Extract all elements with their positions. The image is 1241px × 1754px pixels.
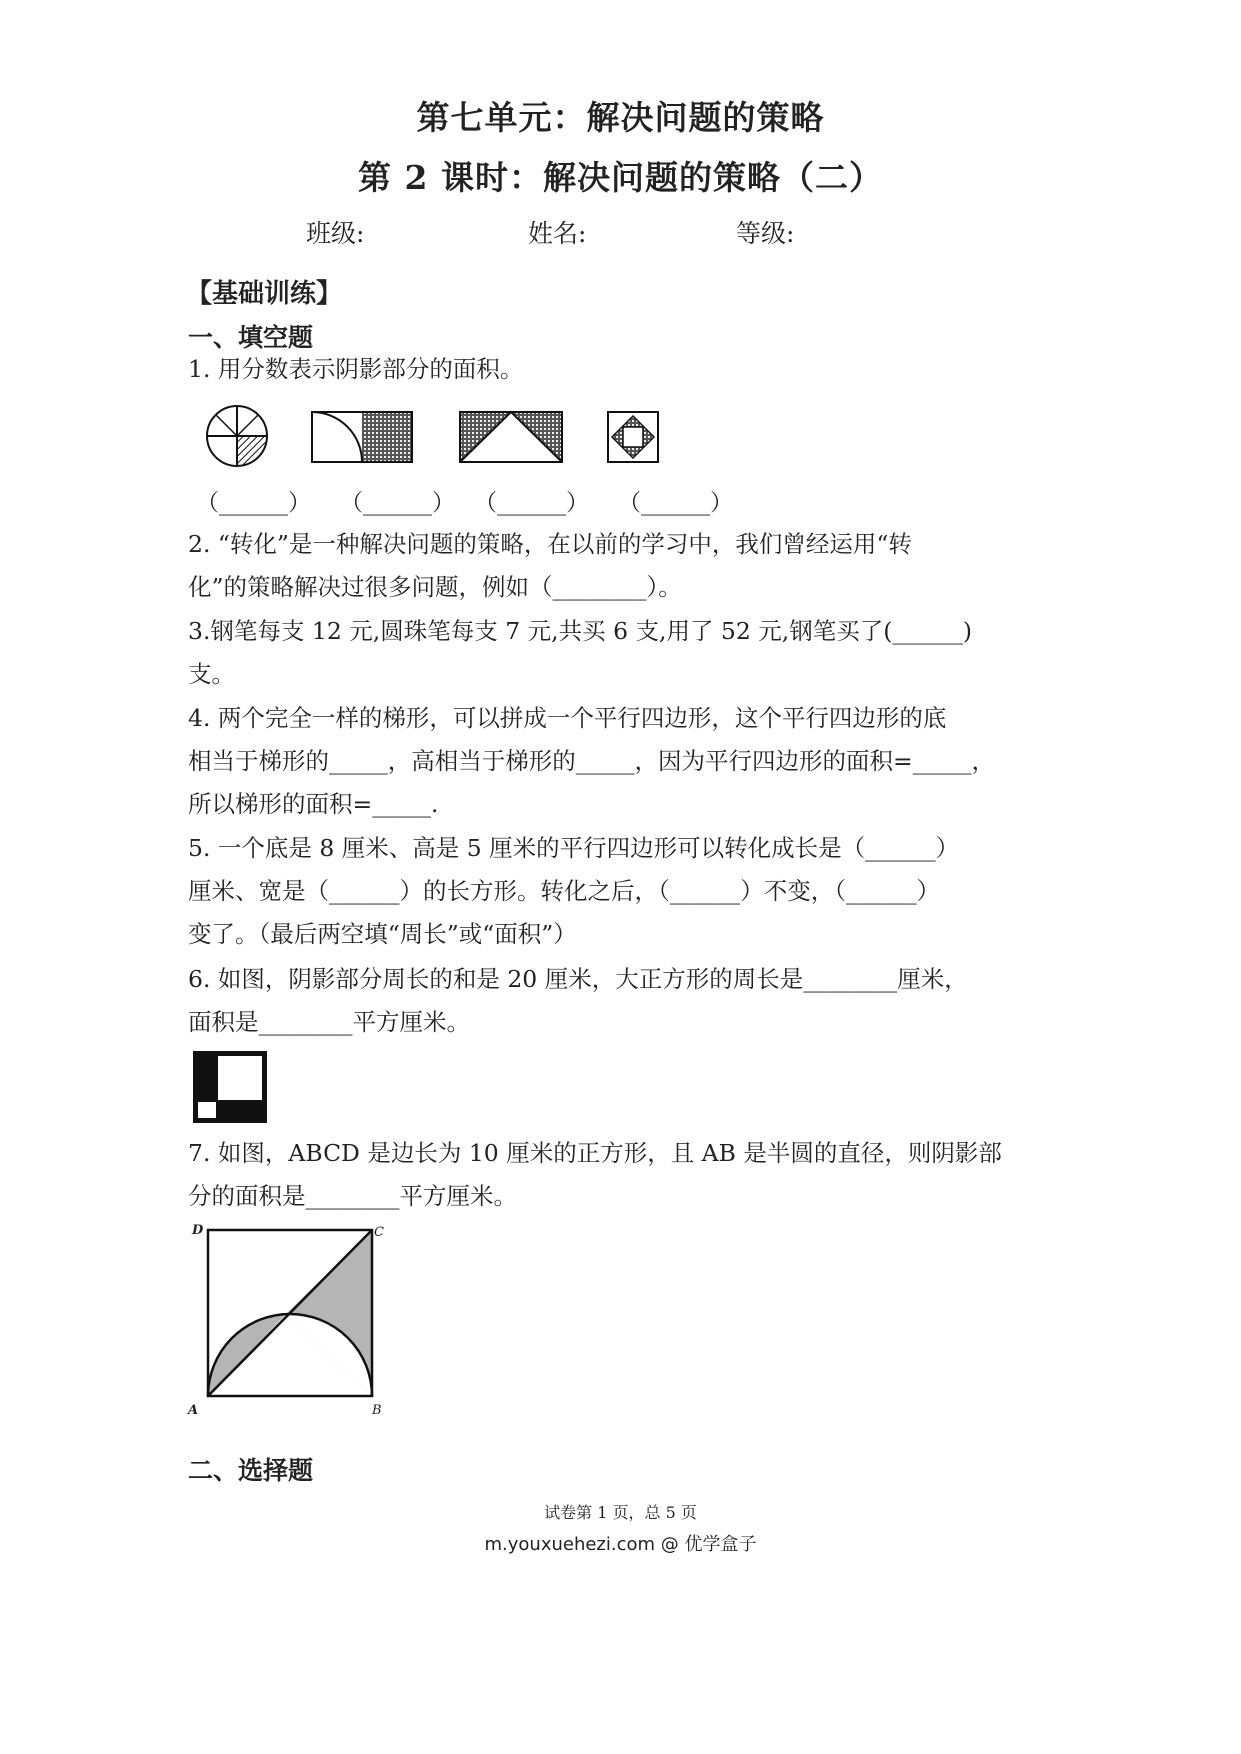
question-4-line-1: 4. 两个完全一样的梯形，可以拼成一个平行四边形，这个平行四边形的底 <box>188 704 947 732</box>
question-6-line-2: 面积是________平方厘米。 <box>188 1008 470 1036</box>
question-7-figure <box>186 1218 416 1418</box>
question-5-line-1: 5. 一个底是 8 厘米、高是 5 厘米的平行四边形可以转化成长是（______） <box>188 834 960 862</box>
question-6-figure <box>192 1050 272 1130</box>
question-7-line-1: 7. 如图，ABCD 是边长为 10 厘米的正方形，且 AB 是半圆的直径，则阴影部 <box>188 1139 1002 1167</box>
question-2-line-1: 2. “转化”是一种解决问题的策略，在以前的学习中，我们曾经运用“转 <box>188 530 912 558</box>
page-subtitle: 第 2 课时：解决问题的策略（二） <box>358 158 883 197</box>
question-2-line-2: 化”的策略解决过很多问题，例如（________）。 <box>188 573 682 601</box>
section-multiple-choice: 二、选择题 <box>188 1456 314 1485</box>
page-footer: 试卷第 1 页，总 5 页 <box>544 1503 697 1522</box>
q1-blank-1[interactable]: （______） <box>196 490 311 516</box>
question-3-line-1: 3.钢笔每支 12 元,圆珠笔每支 7 元,共买 6 支,用了 52 元,钢笔买了(______) <box>188 617 973 645</box>
name-label: 姓名: <box>528 219 587 248</box>
question-3-line-2: 支。 <box>188 660 235 688</box>
question-6-line-1: 6. 如图，阴影部分周长的和是 20 厘米，大正方形的周长是________厘米， <box>188 965 968 993</box>
label-d: D <box>192 1223 204 1238</box>
q1-blank-4[interactable]: （______） <box>618 490 733 516</box>
circle-figure <box>207 406 267 466</box>
q1-blank-3[interactable]: （______） <box>474 490 589 516</box>
question-4-line-3: 所以梯形的面积=_____. <box>188 790 439 818</box>
class-label: 班级: <box>306 219 365 248</box>
label-b: B <box>372 1403 382 1418</box>
section-basic-training: 【基础训练】 <box>186 279 343 309</box>
page-title: 第七单元：解决问题的策略 <box>416 98 825 137</box>
q1-blank-2[interactable]: （______） <box>340 490 455 516</box>
brand-watermark: m.youxuehezi.com @ 优学盒子 <box>484 1534 757 1555</box>
label-a: A <box>188 1403 199 1418</box>
label-c: C <box>374 1225 384 1240</box>
question-1: 1. 用分数表示阴影部分的面积。 <box>188 355 524 383</box>
rectangle-quarter-circle-figure <box>312 412 412 462</box>
question-5-line-3: 变了。（最后两空填“周长”或“面积”） <box>188 920 577 948</box>
question-5-line-2: 厘米、宽是（______）的长方形。转化之后，（______）不变，（______） <box>188 877 940 905</box>
rectangle-triangle-figure <box>460 412 562 462</box>
grade-label: 等级: <box>736 219 795 248</box>
section-fill-in: 一、填空题 <box>188 323 314 352</box>
question-4-line-2: 相当于梯形的_____，高相当于梯形的_____，因为平行四边形的面积=_____， <box>188 747 995 775</box>
nested-squares-figure <box>608 412 658 462</box>
question-7-line-2: 分的面积是________平方厘米。 <box>188 1182 517 1210</box>
